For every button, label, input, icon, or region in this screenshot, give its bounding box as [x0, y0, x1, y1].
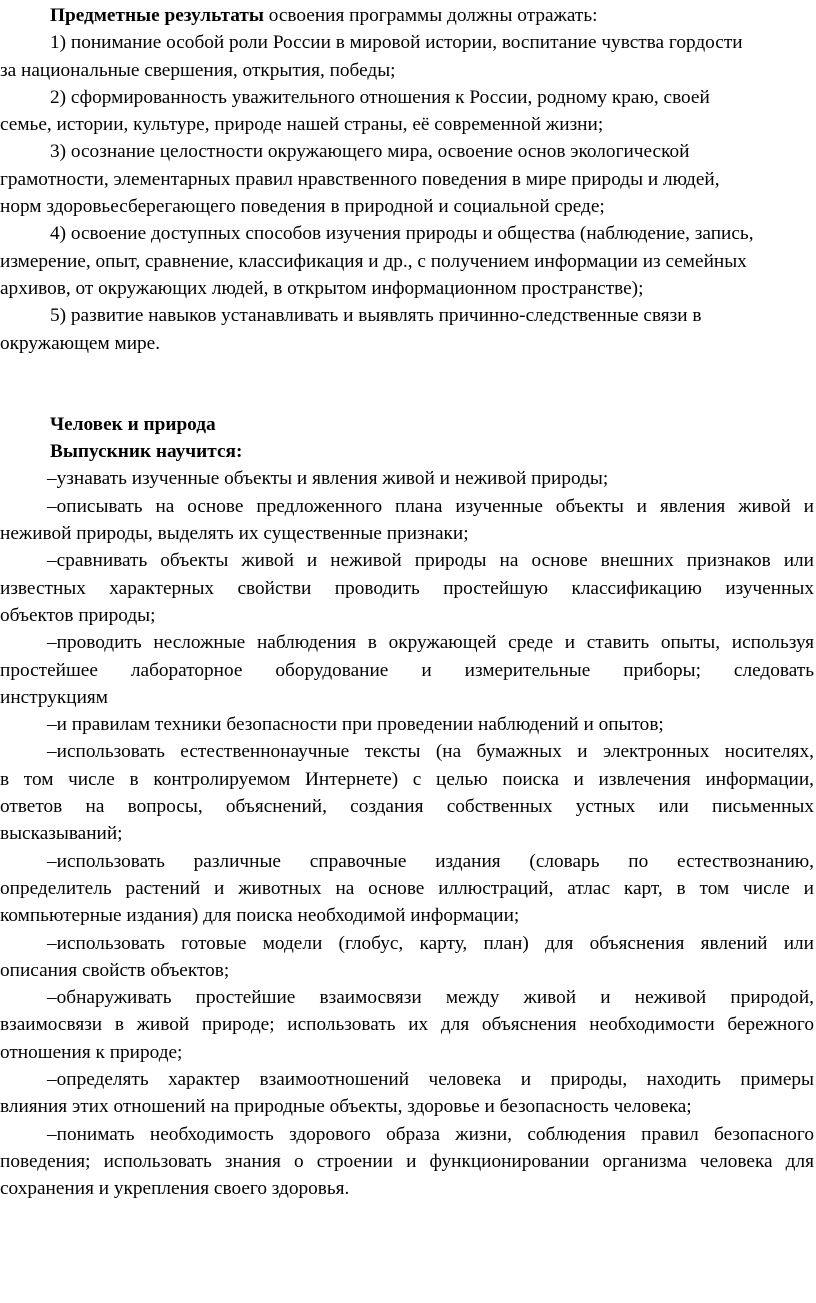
result-4-line-1: 4) освоение доступных способов изучения природы и общества (наблюдение, запись, [50, 223, 754, 245]
result-1-line-1: 1) понимание особой роли России в мировой истории, воспитание чувства гордости [50, 32, 743, 54]
result-1-line-2: за национальные свершения, открытия, победы; [0, 59, 396, 81]
skill-9-line-1: –обнаруживать простейшие взаимосвязи между живой и неживой природой, [47, 987, 814, 1009]
result-5-line-1: 5) развитие навыков устанавливать и выявлять причинно-следственные связи в [50, 305, 702, 327]
skill-11-line-1: –понимать необходимость здорового образа жизни, соблюдения правил безопасного [47, 1123, 814, 1145]
result-4-line-3: архивов, от окружающих людей, в открытом информационном пространстве); [0, 277, 644, 299]
skill-4-line-2: простейшее лабораторное оборудование и измерительные приборы; следовать [0, 659, 814, 681]
skill-3-line-3: объектов природы; [0, 604, 156, 626]
skill-5-line-1: –и правилам техники безопасности при проведении наблюдений и опытов; [47, 714, 664, 736]
skill-6-line-3: ответов на вопросы, объяснений, создания собственных устных или письменных [0, 796, 814, 818]
skill-4-line-3: инструкциям [0, 686, 108, 708]
human-and-nature-section [0, 411, 814, 1203]
skill-7-line-2: определитель растений и животных на основе иллюстраций, атлас карт, в том числе и [0, 877, 814, 899]
result-2-line-1: 2) сформированность уважительного отношения к России, родному краю, своей [50, 86, 710, 108]
skill-11-line-2: поведения; использовать знания о строении и функционировании организма человека для [0, 1150, 814, 1172]
skill-10-line-2: влияния этих отношений на природные объекты, здоровье и безопасность человека; [0, 1096, 692, 1118]
skill-8-line-1: –использовать готовые модели (глобус, карту, план) для объяснения явлений или [47, 932, 814, 954]
result-5-line-2: окружающем мире. [0, 332, 161, 354]
intro-bold-label: Предметные результаты [50, 5, 264, 26]
skill-8-line-2: описания свойств объектов; [0, 959, 230, 981]
skill-4-line-1: –проводить несложные наблюдения в окружающей среде и ставить опыты, используя [47, 632, 814, 654]
skill-6-line-1: –использовать естественнонаучные тексты (на бумажных и электронных носителях, [47, 741, 814, 763]
result-2-line-2: семье, истории, культуре, природе нашей страны, её современной жизни; [0, 114, 604, 136]
skill-7-line-1: –использовать различные справочные издания (словарь по естествознанию, [47, 850, 814, 872]
skill-2-line-2: неживой природы, выделять их существенные признаки; [0, 523, 469, 545]
skill-6-line-4: высказываний; [0, 823, 123, 845]
section-subheading: Выпускник научится: [50, 441, 243, 463]
skill-9-line-2: взаимосвязи в живой природе; использовать их для объяснения необходимости бережного [0, 1014, 814, 1036]
subject-results-section [0, 2, 814, 357]
intro-paragraph [0, 2, 814, 29]
intro-text: освоения программы должны отражать: [263, 5, 598, 26]
result-3-line-3: норм здоровьесберегающего поведения в природной и социальной среде; [0, 196, 605, 218]
section-heading: Человек и природа [50, 413, 216, 435]
section-spacer [0, 357, 814, 411]
result-3-line-2: грамотности, элементарных правил нравственного поведения в мире природы и людей, [0, 168, 720, 190]
result-3-line-1: 3) осознание целостности окружающего мира, освоение основ экологической [50, 141, 690, 163]
skill-6-line-2: в том числе в контролируемом Интернете) с целью поиска и извлечения информации, [0, 768, 814, 790]
skill-7-line-3: компьютерные издания) для поиска необходимой информации; [0, 905, 520, 927]
skill-2-line-1: –описывать на основе предложенного плана изученные объекты и явления живой и [47, 495, 814, 517]
skill-11-line-3: сохранения и укрепления своего здоровья. [0, 1178, 350, 1200]
skill-10-line-1: –определять характер взаимоотношений человека и природы, находить примеры [47, 1068, 814, 1090]
skill-1-line-1: –узнавать изученные объекты и явления живой и неживой природы; [47, 468, 609, 490]
skill-3-line-2: известных характерных свойстви проводить простейшую классификацию изученных [0, 577, 814, 599]
result-4-line-2: измерение, опыт, сравнение, классификация и др., с получением информации из семейных [0, 250, 747, 272]
skill-9-line-3: отношения к природе; [0, 1041, 183, 1063]
skill-3-line-1: –сравнивать объекты живой и неживой природы на основе внешних признаков или [47, 550, 814, 572]
